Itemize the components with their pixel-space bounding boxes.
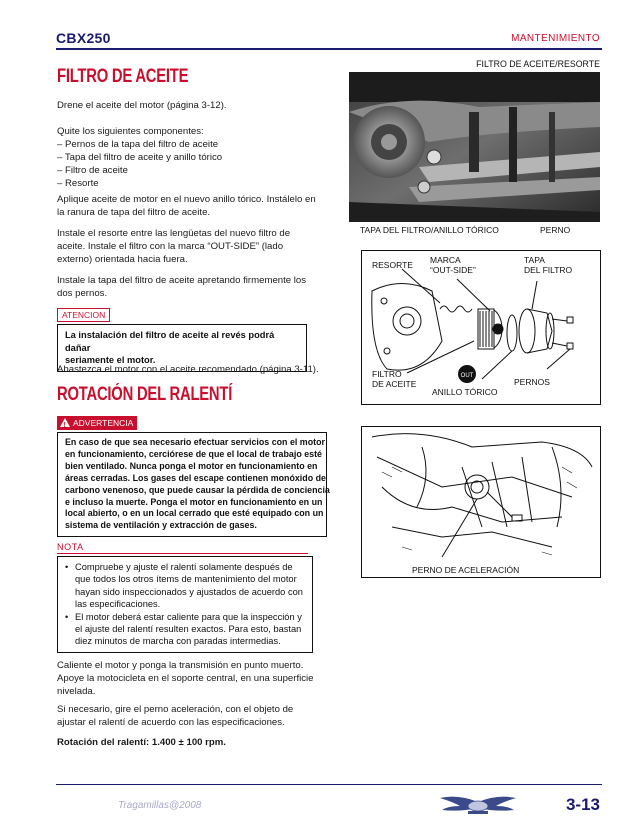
text-line: diez minutos de marcha con paradas intermedias. — [75, 636, 281, 647]
note-bullet — [65, 611, 305, 648]
diagram-label-filter — [372, 369, 416, 389]
refill-paragraph — [57, 364, 319, 377]
photo-label-cover: TAPA DEL FILTRO/ANILLO TÓRICO — [360, 225, 499, 235]
page-number: 3-13 — [565, 795, 600, 814]
text-line: carbono venenoso, que puede causar la pérdida de conciencia — [65, 484, 330, 495]
text-line: Instale el resorte entre las lengüetas del nuevo filtro de — [57, 228, 291, 239]
note-tag: NOTA — [57, 542, 84, 552]
text-line: Caliente el motor y ponga la transmisión en punto muerto. — [57, 660, 304, 671]
text-line: externo) orientada hacia fuera. — [57, 253, 188, 265]
heading-oil-filter: FILTRO DE ACEITE — [57, 66, 189, 87]
photo-caption: FILTRO DE ACEITE/RESORTE — [476, 59, 600, 69]
idle-screw-label: PERNO DE ACELERACIÓN — [412, 565, 520, 575]
text-line: La instalación del filtro de aceite al revés podrá dañar — [65, 330, 275, 353]
text-line: local abierto, o en un local cerrado que esté equipado con un — [65, 508, 324, 519]
text-line: e incluso la muerte. Ponga el motor en funcionamiento en un — [65, 496, 323, 507]
heading-idle-speed: ROTACIÓN DEL RALENTÍ — [57, 384, 233, 405]
adjust-paragraph — [57, 704, 293, 730]
diagram-label-filter-line: DE ACEITE — [372, 379, 417, 389]
text-line: áreas cerradas. Los gases del escape contienen monóxido de — [65, 472, 326, 483]
text-line: Apoye la motocicleta en el soporte central, en una superficie — [57, 672, 314, 684]
wing-logo — [438, 794, 518, 816]
warning-tag-label: ADVERTENCIA — [73, 418, 134, 428]
remove-item: – Resorte — [57, 177, 99, 189]
remove-item: – Tapa del filtro de aceite y anillo tórico — [57, 151, 223, 163]
header-rule — [56, 48, 602, 50]
text-line: nivelada. — [57, 685, 96, 697]
remove-item: – Filtro de aceite — [57, 164, 128, 176]
warning-icon — [60, 418, 70, 427]
section-title: MANTENIMIENTO — [511, 33, 600, 44]
wing-logo-icon — [438, 794, 518, 816]
warning-tag — [57, 416, 137, 430]
cover-paragraph — [57, 275, 306, 301]
diagram-label-filter-line: FILTRO — [372, 369, 402, 379]
text-line: Instale la tapa del filtro de aceite apretando firmemente los — [57, 275, 307, 286]
drain-paragraph — [57, 100, 227, 113]
exploded-diagram — [361, 250, 601, 405]
text-line: que todos los otros ítems de mantenimiento del motor — [75, 574, 297, 585]
text-line: aceite. Instale el filtro con la marca “OUT-SIDE” (lado — [57, 240, 284, 252]
diagram-label-mark-line: MARCA — [430, 255, 461, 265]
text-line: la ranura de tapa del filtro de aceite. — [57, 206, 211, 218]
text-line: Aplique aceite de motor en el nuevo anillo tórico. Instálelo en — [57, 194, 316, 205]
idle-spec-text: Rotación del ralentí: 1.400 ± 100 rpm. — [57, 737, 226, 748]
text-line: dos pernos. — [57, 287, 108, 299]
diagram-label-spring: RESORTE — [372, 260, 413, 270]
note-rule — [57, 553, 308, 554]
idle-spec — [57, 737, 226, 750]
photo-label-bolt: PERNO — [540, 225, 571, 235]
text-line: las especificaciones. — [75, 599, 161, 610]
manual-model: CBX250 — [56, 30, 111, 46]
note-box — [57, 556, 313, 653]
diagram-label-cover-line: DEL FILTRO — [524, 265, 573, 275]
remove-item: – Pernos de la tapa del filtro de aceite — [57, 138, 219, 150]
diagram-label-mark — [430, 255, 476, 275]
remove-intro: Quite los siguientes componentes: — [57, 126, 204, 137]
note-bullet — [65, 561, 305, 611]
refill-text: Abastezca el motor con el aceite recomendado (página 3-11). — [57, 364, 319, 375]
diagram-label-oring: ANILLO TÓRICO — [432, 387, 498, 397]
text-line: En caso de que sea necesario efectuar servicios con el motor — [65, 437, 325, 447]
text-line: el ajuste del ralentí resulten exactos. Para esto, bastan — [75, 624, 302, 635]
diagram-label-cover-line: TAPA — [524, 255, 545, 265]
oring-paragraph — [57, 194, 316, 220]
footer-credit: Tragamillas@2008 — [118, 800, 202, 811]
spring-paragraph — [57, 228, 290, 267]
warmup-paragraph — [57, 660, 314, 699]
diagram-label-cover — [524, 255, 572, 275]
text-line: bien ventilado. Nunca ponga el motor en funcionamiento en — [65, 460, 318, 471]
idle-screw-figure — [361, 426, 601, 578]
text-line: hayan sido inspeccionados y ajustados de acuerdo con — [75, 586, 303, 597]
drain-text: Drene el aceite del motor (página 3-12). — [57, 100, 227, 111]
engine-photo-image — [349, 72, 600, 222]
remove-paragraph — [57, 126, 222, 191]
text-line: seriamente el motor. — [65, 355, 156, 365]
text-line: ajustar el ralentí de acuerdo con las especificaciones. — [57, 716, 285, 728]
text-line: • El motor deberá estar caliente para que la inspección y — [75, 611, 302, 622]
caution-tag: ATENCION — [57, 308, 110, 322]
footer-rule — [56, 784, 602, 785]
idle-screw-drawing — [362, 427, 600, 577]
text-line: Si necesario, gire el perno aceleración, con el objeto de — [57, 704, 294, 715]
diagram-label-bolts: PERNOS — [514, 377, 550, 387]
text-line: sistema de ventilación y extracción de gases. — [65, 520, 257, 531]
diagram-label-mark-line: “OUT-SIDE” — [430, 265, 476, 275]
warning-box — [57, 432, 330, 537]
oil-filter-photo — [349, 72, 600, 222]
filter-mark-stamp: OUT — [460, 373, 474, 379]
text-line: • Compruebe y ajuste el ralentí solamente después de — [75, 562, 293, 572]
text-line: en funcionamiento, cerciórese de que el local de trabajo esté — [65, 448, 322, 459]
